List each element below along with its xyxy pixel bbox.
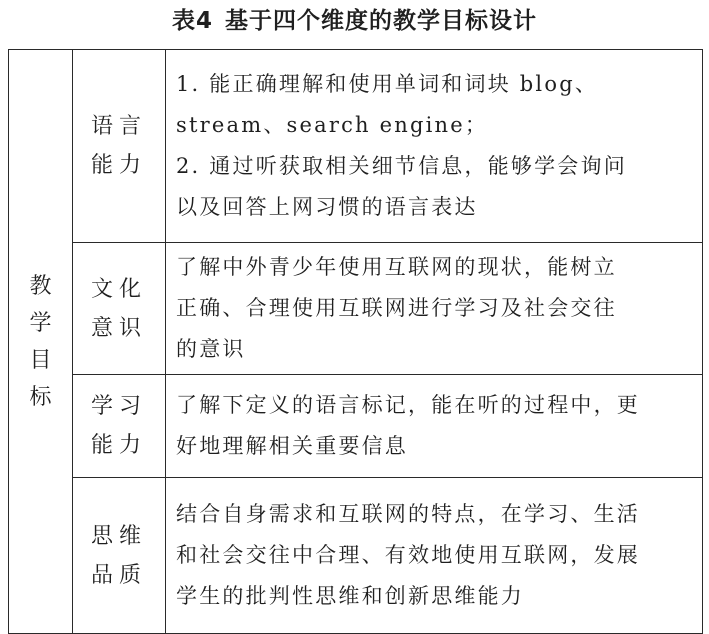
objective-line: 正确、合理使用互联网进行学习及社会交往 xyxy=(176,296,617,320)
dimension-label-line: 品质 xyxy=(90,562,147,588)
side-header-char: 教 xyxy=(29,273,52,299)
objective-line: 了解中外青少年使用互联网的现状，能树立 xyxy=(176,255,617,279)
table-row xyxy=(9,478,703,634)
objective-line: 结合自身需求和互联网的特点，在学习、生活 xyxy=(176,502,640,526)
objective-line: 2. 通过听获取相关细节信息，能够学会询问 xyxy=(176,154,627,178)
dimension-label-line: 思维 xyxy=(90,523,147,549)
dimension-label-line: 能力 xyxy=(90,433,147,458)
objectives-table xyxy=(8,49,703,634)
dimension-cell xyxy=(73,243,166,375)
dimension-label-line: 能力 xyxy=(90,153,147,178)
dimension-cell xyxy=(73,50,166,243)
objective-line: 了解下定义的语言标记，能在听的过程中，更 xyxy=(176,393,640,417)
side-header-cell xyxy=(9,50,73,634)
objective-line: 1. 能正确理解和使用单词和词块 blog、 xyxy=(176,72,599,96)
objective-cell xyxy=(166,478,703,634)
table-number: 表4 xyxy=(171,8,213,34)
objective-line: 的意识 xyxy=(176,337,246,361)
objective-line: 好地理解相关重要信息 xyxy=(176,434,408,458)
objective-line: 以及回答上网习惯的语言表达 xyxy=(176,195,478,219)
table-row xyxy=(9,243,703,375)
dimension-label-line: 意识 xyxy=(90,315,147,341)
side-header-char: 目 xyxy=(29,347,52,373)
dimension-label-line: 语言 xyxy=(90,114,147,139)
table-row xyxy=(9,50,703,243)
side-header-char: 标 xyxy=(29,384,52,410)
objective-cell xyxy=(166,50,703,243)
objective-cell xyxy=(166,375,703,478)
objective-line: stream、search engine； xyxy=(176,113,489,137)
objective-line: 学生的批判性思维和创新思维能力 xyxy=(176,584,524,608)
table-title: 基于四个维度的教学目标设计 xyxy=(225,8,537,34)
dimension-cell xyxy=(73,375,166,478)
dimension-cell xyxy=(73,478,166,634)
table-caption xyxy=(0,6,709,36)
dimension-label-line: 学习 xyxy=(90,394,147,419)
objective-cell xyxy=(166,243,703,375)
side-header-char: 学 xyxy=(29,310,52,336)
objective-line: 和社会交往中合理、有效地使用互联网，发展 xyxy=(176,543,640,567)
table-row xyxy=(9,375,703,478)
dimension-label-line: 文化 xyxy=(90,276,147,302)
